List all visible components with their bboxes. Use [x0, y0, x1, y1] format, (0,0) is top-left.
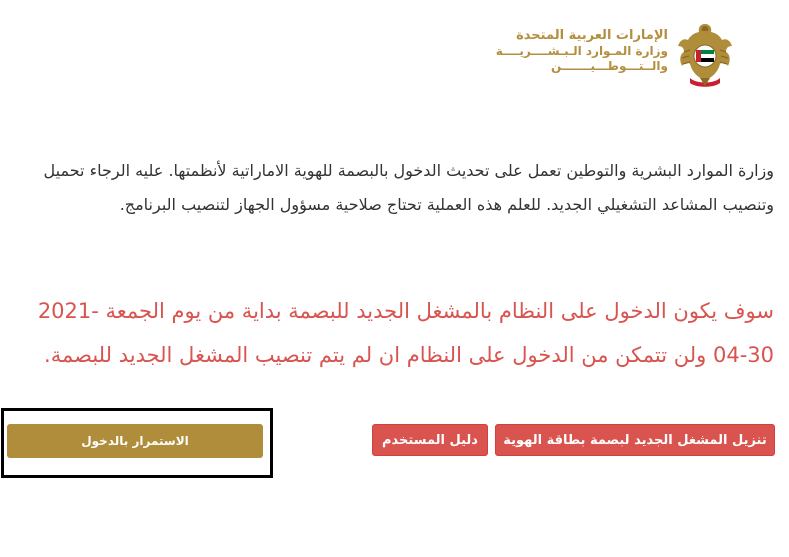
org-name-line1: الإمارات العربية المتحدة [516, 28, 668, 43]
notice-text-part1: سوف يكون الدخول على النظام بالمشغل الجديد للبصمة بداية من يوم الجمعة [105, 299, 774, 323]
intro-paragraph: وزارة الموارد البشرية والتوطين تعمل على تحديث الدخول بالبصمة للهوية الاماراتية لأنظمتها. عليه الرجاء تحميل وتنصيب المشاعد التشغيلي الجديد. للعلم هذه العملية تحتاج صلاحية مسؤول الجهاز لتنصيب البرنامج. [43, 161, 774, 214]
org-name-line2: وزارة المـوارد الـبـشــــريــــة [495, 44, 668, 59]
uae-emblem-icon [676, 20, 734, 90]
notice-paragraph [14, 289, 774, 377]
user-guide-button[interactable]: دليل المستخدم [372, 424, 488, 456]
notice-text-part2: ولن تتمكن من الدخول على النظام ان لم يتم تنصيب المشغل الجديد للبصمة. [44, 343, 707, 367]
continue-login-button[interactable]: الاستمرار بالدخول [7, 424, 263, 458]
org-name-line3: والــتـــوطـــيـــــــن [550, 59, 668, 74]
notice-date: 2021-04-30 [37, 299, 774, 367]
download-driver-button[interactable]: تنزيل المشغل الجديد لبصمة بطاقة الهوية [495, 424, 775, 456]
ministry-name [496, 28, 668, 74]
ministry-logo [496, 20, 734, 90]
